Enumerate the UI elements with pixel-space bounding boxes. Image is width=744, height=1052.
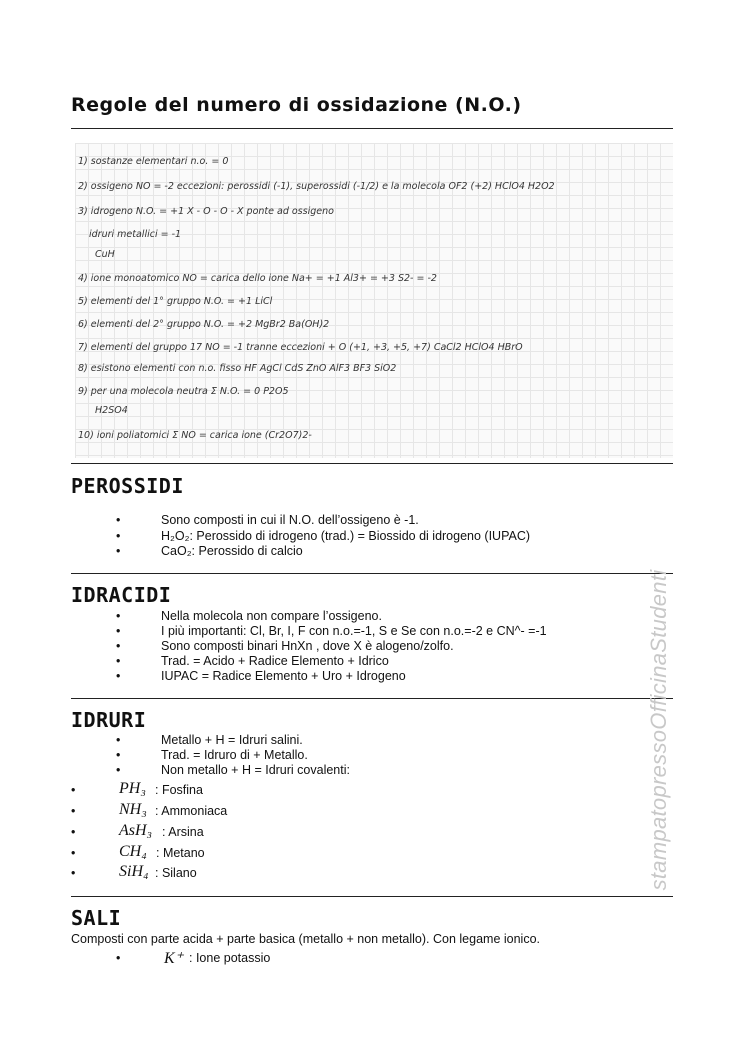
hand-rule-9b: H2SO4 <box>95 405 128 416</box>
hand-rule-9: 9) per una molecola neutra Σ N.O. = 0 P2O5 <box>78 386 289 397</box>
formula: CH₄ <box>119 843 147 860</box>
section-divider <box>71 698 673 699</box>
handwritten-notes-image <box>75 143 673 458</box>
perossidi-title: PEROSSIDI <box>71 474 184 498</box>
formula: PH₃ <box>119 780 146 797</box>
hand-rule-6: 6) elementi del 2° gruppo N.O. = +2 MgBr2 Ba(OH)2 <box>78 319 330 330</box>
list-item: • I più importanti: Cl, Br, I, F con n.o.=-1, S e Se con n.o.=-2 e CN^- =-1 <box>116 624 547 638</box>
section-divider <box>71 463 673 464</box>
hand-rule-8: 8) esistono elementi con n.o. fisso HF AgCl CdS ZnO AlF3 BF3 SiO2 <box>78 363 397 374</box>
list-item: • IUPAC = Radice Elemento + Uro + Idrogeno <box>116 669 406 683</box>
list-item: • Sono composti binari HnXn , dove X è alogeno/zolfo. <box>116 639 454 653</box>
sali-description: Composti con parte acida + parte basica (metallo + non metallo). Con legame ionico. <box>71 932 541 946</box>
idruri-title: IDRURI <box>71 708 147 732</box>
hand-rule-5: 5) elementi del 1° gruppo N.O. = +1 LiCl <box>78 296 273 307</box>
idracidi-title: IDRACIDI <box>71 583 172 607</box>
section-divider <box>71 573 673 574</box>
hand-rule-3: 3) idrogeno N.O. = +1 X - O - O - X ponte ad ossigeno <box>78 206 334 217</box>
page-title: Regole del numero di ossidazione (N.O.) <box>71 94 522 116</box>
hand-rule-2: 2) ossigeno NO = -2 eccezioni: perossidi (-1), superossidi (-1/2) e la molecola OF2 (+2) HClO4 H2O2 <box>78 181 555 192</box>
list-item: • Nella molecola non compare l’ossigeno. <box>116 609 382 623</box>
formula: AsH₃ <box>119 822 153 839</box>
sali-title: SALI <box>71 906 122 930</box>
formula: NH₃ <box>119 801 147 818</box>
title-divider <box>71 128 673 129</box>
list-item: • Trad. = Acido + Radice Elemento + Idrico <box>116 654 389 668</box>
list-item: • Non metallo + H = Idruri covalenti: <box>116 763 350 777</box>
list-item: • Trad. = Idruro di + Metallo. <box>116 748 308 762</box>
hand-rule-10: 10) ioni poliatomici Σ NO = carica ione (Cr2O7)2- <box>78 430 312 441</box>
hand-rule-3b: idruri metallici = -1 <box>89 229 182 240</box>
watermark: stampatopressoOfficinaStudenti <box>646 569 671 891</box>
formula: SiH₄ <box>119 863 149 880</box>
formula: K⁺ <box>164 950 184 967</box>
hand-rule-3c: CuH <box>95 249 115 260</box>
list-item: • H₂O₂: Perossido di idrogeno (trad.) = Biossido di idrogeno (IUPAC) <box>116 529 531 543</box>
hand-rule-1: 1) sostanze elementari n.o. = 0 <box>78 156 229 167</box>
list-item: • Metallo + H = Idruri salini. <box>116 733 303 747</box>
section-divider <box>71 896 673 897</box>
list-item: • Sono composti in cui il N.O. dell’ossigeno è -1. <box>116 513 419 527</box>
hand-rule-4: 4) ione monoatomico NO = carica dello ione Na+ = +1 Al3+ = +3 S2- = -2 <box>78 273 437 284</box>
hand-rule-7: 7) elementi del gruppo 17 NO = -1 tranne eccezioni + O (+1, +3, +5, +7) CaCl2 HClO4 HBrO <box>78 342 523 353</box>
list-item: • CaO₂: Perossido di calcio <box>116 544 303 558</box>
